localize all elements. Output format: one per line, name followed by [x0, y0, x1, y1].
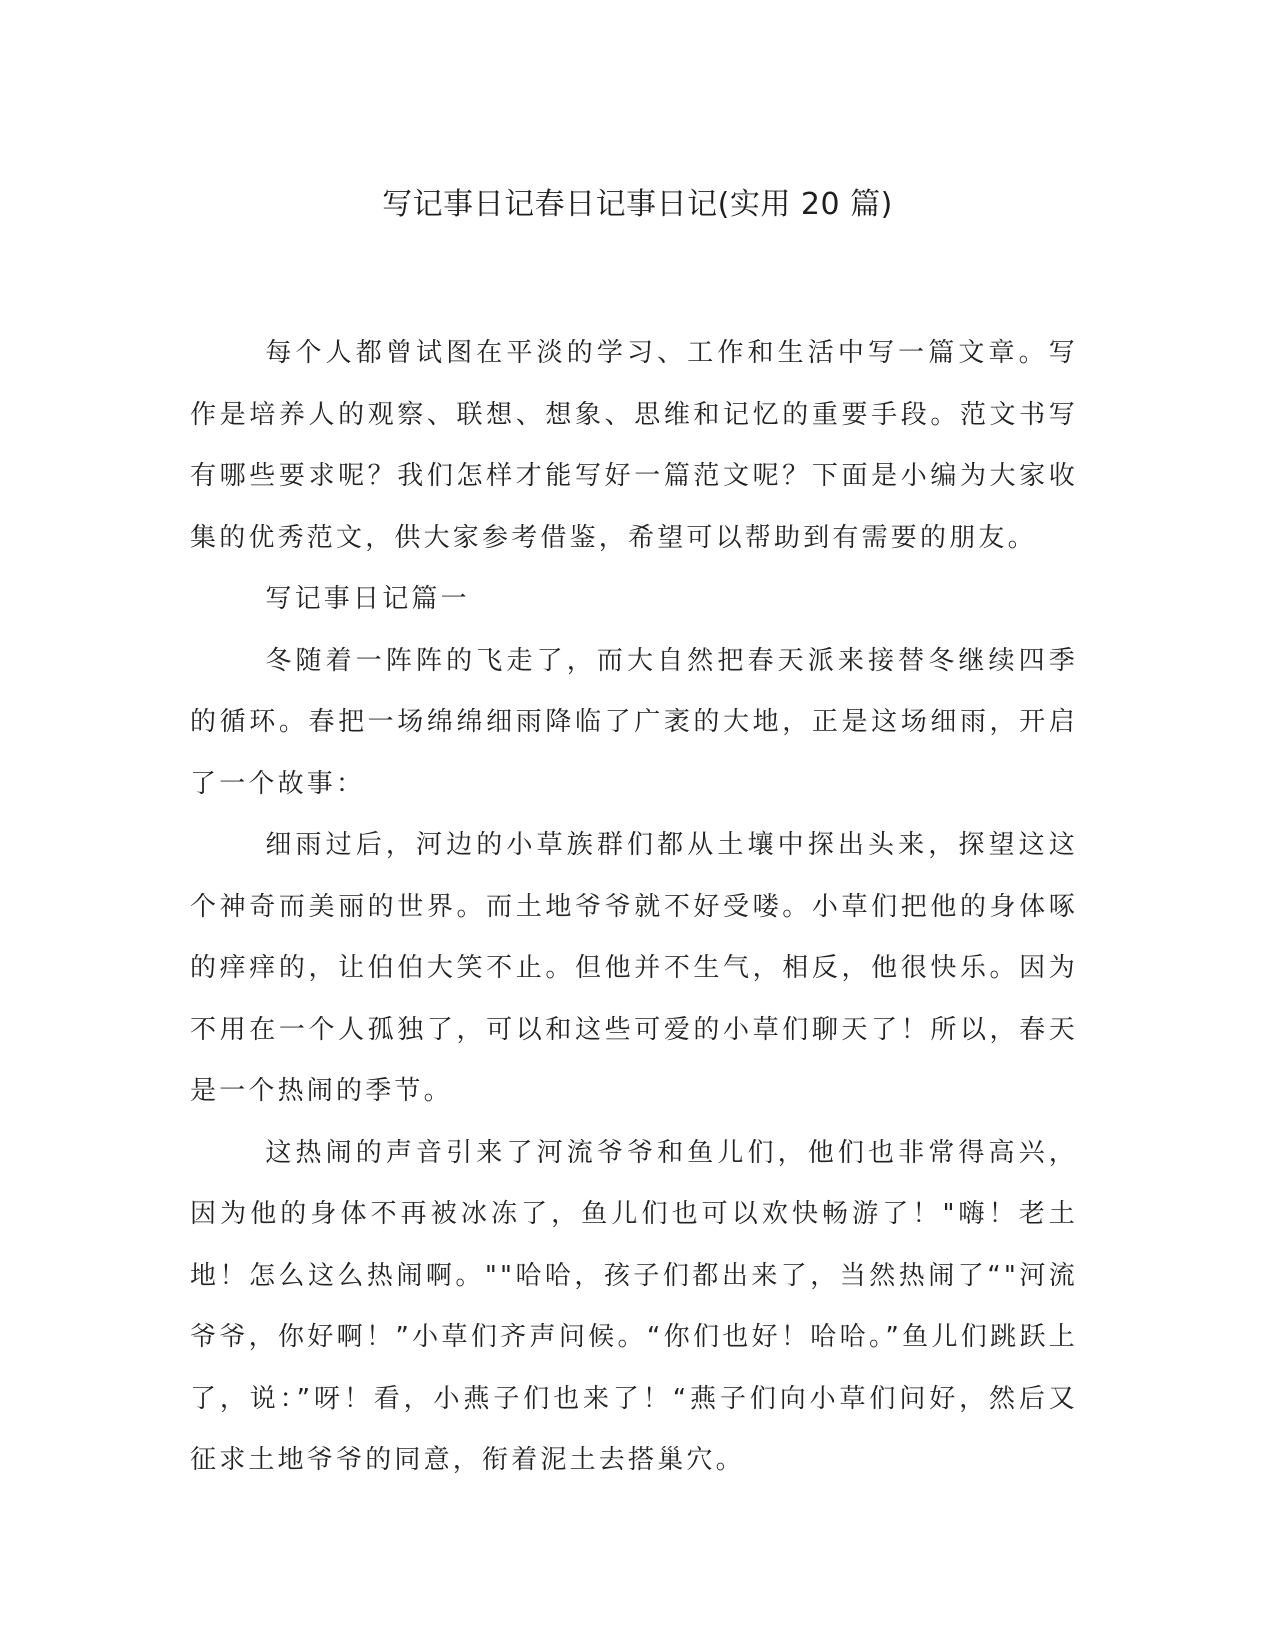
document-title: 写记事日记春日记事日记(实用 20 篇): [382, 187, 893, 222]
body-paragraph: 冬随着一阵阵的飞走了，而大自然把春天派来接替冬继续四季的循环。春把一场绵绵细雨降临了广袤的大地，正是这场细雨，开启了一个故事：: [190, 645, 1078, 799]
body-paragraph: 这热闹的声音引来了河流爷爷和鱼儿们，他们也非常得高兴，因为他的身体不再被冰冻了，鱼儿们也可以欢快畅游了！"嗨！老土地！怎么这么热闹啊。""哈哈，孩子们都出来了，当然热闹了“"河流爷爷，你好啊！”小草们齐声问候。“你们也好！哈哈。”鱼儿们跳跃上了，说：”呀！看，小燕子们也来了！“燕子们向小草们问好，然后又征求土地爷爷的同意，衔着泥土去搭巢穴。: [190, 1137, 1078, 1475]
intro-paragraph: 每个人都曾试图在平淡的学习、工作和生活中写一篇文章。写作是培养人的观察、联想、想象、思维和记忆的重要手段。范文书写有哪些要求呢？我们怎样才能写好一篇范文呢？下面是小编为大家收集的优秀范文，供大家参考借鉴，希望可以帮助到有需要的朋友。: [190, 338, 1078, 553]
section-heading: 写记事日记篇一: [265, 584, 470, 614]
body-paragraph: 细雨过后，河边的小草族群们都从土壤中探出头来，探望这这个神奇而美丽的世界。而土地爷爷就不好受喽。小草们把他的身体啄的痒痒的，让伯伯大笑不止。但他并不生气，相反，他很快乐。因为不用在一个人孤独了，可以和这些可爱的小草们聊天了！所以，春天是一个热闹的季节。: [190, 830, 1078, 1106]
document-body: [190, 323, 1078, 1492]
